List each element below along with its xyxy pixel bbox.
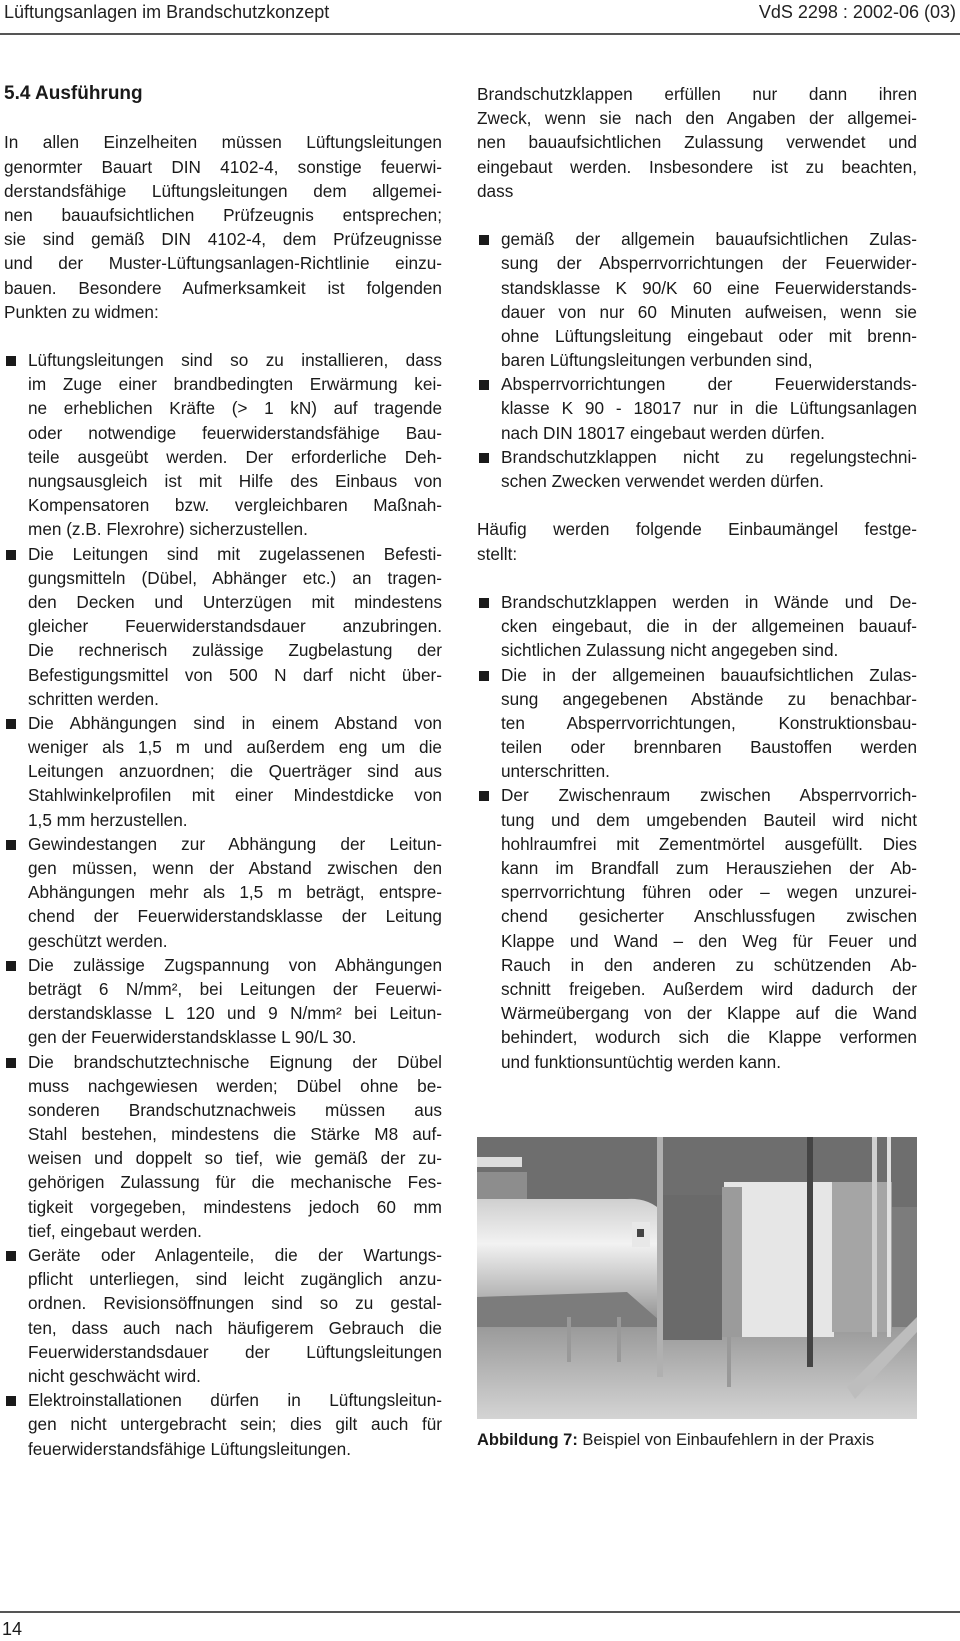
text-line: oder notwendige feuerwiderstandsfähige Bau- [28,422,442,443]
footer-rule [0,1611,960,1613]
square-bullet-icon [6,719,16,729]
text-line: Häufig werden folgende Einbaumängel festge- [477,519,917,540]
requirements-list [4,348,442,1461]
text-line: Die brandschutztechnische Eignung der Dübel [28,1051,442,1072]
text-line: nach DIN 18017 eingebaut werden dürfen. [501,422,825,443]
text-line: Die zulässige Zugspannung von Abhängungen [28,954,442,975]
text-line: Rauch in den anderen zu schützenden Ab- [501,954,917,975]
square-bullet-icon [6,1251,16,1261]
list-item [477,445,917,493]
square-bullet-icon [6,961,16,971]
text-line: und funktionsuntüchtig werden kann. [501,1051,781,1072]
list-item [477,783,917,1073]
header-rule [0,33,960,35]
text-line: tigkeit vorgegeben, mindestens jedoch 60 mm [28,1196,442,1217]
list-item [477,372,917,445]
text-line: im Zuge einer brandbedingten Erwärmung kei- [28,374,442,395]
square-bullet-icon [6,840,16,850]
text-line: weniger als 1,5 m und außerdem eng um die [28,737,442,758]
list-item [4,953,442,1050]
list-item [4,832,442,953]
text-line: weisen und doppelt so tief, wie gemäß der zu- [28,1148,442,1169]
text-line: Klappe und Wand – den Weg für Feuer und [501,930,917,951]
text-line: ordnen. Revisionsöffnungen sind so zu gestal- [28,1293,442,1314]
text-line: sperrvorrichtung führen oder – wegen unzurei- [501,882,917,903]
intro-paragraph [4,130,442,324]
text-line: Lüftungsleitungen sind so zu installieren, dass [28,350,442,371]
list-item [4,711,442,832]
list-item [4,542,442,711]
running-header-doc-id: VdS 2298 : 2002-06 (03) [758,2,956,22]
text-line: derstandsklasse L 120 und 9 N/mm² bei Leitun- [28,1003,442,1024]
text-line: klasse K 90 - 18017 nur in die Lüftungsanlagen [501,398,917,419]
text-line: Zweck, wenn sie nach den Angaben der allgemei- [477,108,917,129]
list-item [4,1243,442,1388]
text-line: gen nicht untergebracht sein; dies gilt auch für [28,1414,442,1435]
text-line: bauen. Besondere Aufmerksamkeit ist folgenden [4,277,442,298]
text-line: Die rechnerisch zulässige Zugbelastung der [28,640,442,661]
text-line: Die Abhängungen sind in einem Abstand von [28,712,442,733]
text-line: schen Zwecken verwendet werden dürfen. [501,471,824,491]
figure-caption [477,1428,874,1452]
text-line: nen bauaufsichtlichen Zulassung verwendet und [477,132,917,153]
square-bullet-icon [6,1058,16,1068]
text-line: sung der Absperrvorrichtungen der Feuerwider- [501,253,917,274]
running-header-title: Lüftungsanlagen im Brandschutzkonzept [4,2,330,22]
text-line: tief, eingebaut werden. [28,1220,202,1241]
square-bullet-icon [479,671,489,681]
text-line: Die Leitungen sind mit zugelassenen Befesti- [28,543,442,564]
text-line: ohne Lüftungsleitung eingebaut oder mit brenn- [501,325,917,346]
text-line: nicht geschwächt wird. [28,1365,201,1386]
square-bullet-icon [479,791,489,801]
text-line: gleicher Feuerwiderstandsdauer anzubringen. [28,616,442,637]
text-line: Brandschutzklappen erfüllen nur dann ihren [477,84,917,104]
text-line: baren Lüftungsleitungen verbunden sind, [501,350,813,371]
text-line: gungsmitteln (Dübel, Abhänger etc.) an tragen- [28,567,442,588]
text-line: Punkten zu widmen: [4,301,159,322]
text-line: Abhängungen mehr als 1,5 m beträgt, entspre- [28,882,442,903]
left-column [4,82,442,1461]
text-line: gemäß der allgemein bauaufsichtlichen Zulas- [501,229,917,250]
text-line: sichtlichen Zulassung nicht angegeben sind. [501,640,839,661]
text-line: hohlraumfrei mit Zementmörtel ausgefüllt. Dies [501,833,917,854]
text-line: Wärmeübergang von der Klappe auf die Wand [501,1003,917,1024]
list-item [477,227,917,372]
text-line: dauer von nur 60 Minuten aufweisen, wenn sie [501,301,917,322]
text-line: genormter Bauart DIN 4102-4, sonstige feuerwi- [4,156,442,177]
text-line: muss nachgewiesen werden; Dübel ohne be- [28,1075,442,1096]
text-line: Absperrvorrichtungen der Feuerwiderstands- [501,374,917,395]
text-line: Brandschutzklappen nicht zu regelungstechni- [501,446,917,467]
text-line: teilen oder brennbaren Baustoffen werden [501,737,917,758]
text-line: unterschritten. [501,761,610,782]
text-line: nen bauaufsichtlichen Prüfzeugnis entsprechen; [4,204,442,225]
text-line: teile ausgeübt werden. Der erforderliche Deh- [28,446,442,467]
text-line: gehörigen Zulassung für die mechanische Fes- [28,1172,442,1193]
text-line: kann im Brandfall zum Herausziehen der Ab- [501,858,917,878]
figure-caption-text: Beispiel von Einbaufehlern in der Praxis [577,1431,875,1449]
text-line: ne erheblichen Kräfte (> 1 kN) auf tragende [28,398,442,419]
text-line: stellt: [477,543,518,564]
list-item [477,590,917,663]
text-line: Kompensatoren bzw. vergleichbaren Maßnah- [28,495,442,516]
text-line: geschützt werden. [28,930,168,951]
figure-photo-installation [477,1137,917,1419]
defects-list [477,590,917,1074]
text-line: ten, dass auch nach häufigerem Gebrauch die [28,1317,442,1338]
text-line: 1,5 mm herzustellen. [28,809,188,830]
text-line: Der Zwischenraum zwischen Absperrvorrich- [501,785,917,806]
list-item [4,1388,442,1461]
text-line: eingebaut werden. Insbesondere ist zu beachten, [477,156,917,177]
square-bullet-icon [6,356,16,366]
text-line: und der Muster-Lüftungsanlagen-Richtlinie einzu- [4,253,442,274]
text-line: pflicht unterliegen, sind leicht zugänglich anzu- [28,1269,442,1290]
text-line: Elektroinstallationen dürfen in Lüftungsleitun- [28,1390,442,1411]
text-line: sonderen Brandschutznachweis müssen aus [28,1099,442,1120]
text-line: In allen Einzelheiten müssen Lüftungsleitungen [4,132,442,153]
text-line: nungsausgleich ist mit Hilfe des Einbaus von [28,471,442,491]
text-line: den Decken und Unterzügen mit mindestens [28,591,442,612]
text-line: Geräte oder Anlagenteile, die der Wartungs- [28,1245,442,1265]
list-item [4,348,442,542]
text-line: chend der Feuerwiderstandsklasse der Leitung [28,906,442,927]
text-line: schritten werden. [28,688,159,709]
text-line: dass [477,180,514,201]
square-bullet-icon [479,380,489,390]
text-line: Die in der allgemeinen bauaufsichtlichen Zulas- [501,664,917,685]
fire-damper-list [477,227,917,493]
text-line: men (z.B. Flexrohre) sicherzustellen. [28,519,308,540]
text-line: Leitungen anzuordnen; die Querträger sind aus [28,761,442,782]
defects-intro-paragraph [477,517,917,565]
text-line: beträgt 6 N/mm², bei Leitungen der Feuerwi- [28,978,442,999]
text-line: Stahl bestehen, mindestens die Stärke M8 auf- [28,1124,442,1145]
text-line: Brandschutzklappen werden in Wände und De- [501,591,917,612]
text-line: sung angegebenen Abstände zu benachbar- [501,688,917,709]
text-line: schnitt freigeben. Außerdem wird dadurch der [501,978,917,999]
section-heading: 5.4 Ausführung [4,83,143,104]
text-line: gen der Feuerwiderstandsklasse L 90/L 30. [28,1027,357,1048]
square-bullet-icon [6,550,16,560]
text-line: Stahlwinkelprofilen mit einer Mindestdicke von [28,785,442,806]
text-line: derstandsfähige Lüftungsleitungen dem allgemei- [4,180,442,201]
right-column [477,82,917,1074]
list-item [477,663,917,784]
text-line: cken eingebaut, die in der allgemeinen bauauf- [501,616,917,637]
figure-label: Abbildung 7: [477,1431,578,1449]
text-line: behindert, wodurch sich die Klappe verformen [501,1027,917,1048]
text-line: gen müssen, wenn der Abstand zwischen den [28,858,442,878]
text-line: Befestigungsmittel von 500 N darf nicht über- [28,664,442,685]
text-line: feuerwiderstandsfähige Lüftungsleitungen. [28,1438,351,1459]
square-bullet-icon [479,235,489,245]
text-line: ten Absperrvorrichtungen, Konstruktionsbau- [501,712,917,733]
text-line: chend gesicherter Anschlussfugen zwischen [501,906,917,927]
text-line: Feuerwiderstandsdauer der Lüftungsleitungen [28,1341,442,1362]
square-bullet-icon [479,598,489,608]
list-item [4,1050,442,1244]
square-bullet-icon [479,453,489,463]
text-line: tung und dem umgebenden Bauteil wird nicht [501,809,917,830]
text-line: standsklasse K 90/K 60 eine Feuerwiderstands- [501,277,917,298]
text-line: sie sind gemäß DIN 4102-4, dem Prüfzeugnisse [4,229,442,250]
square-bullet-icon [6,1396,16,1406]
text-line: Gewindestangen zur Abhängung der Leitun- [28,833,442,854]
page-number: 14 [2,1619,23,1639]
fire-damper-paragraph [477,82,917,203]
